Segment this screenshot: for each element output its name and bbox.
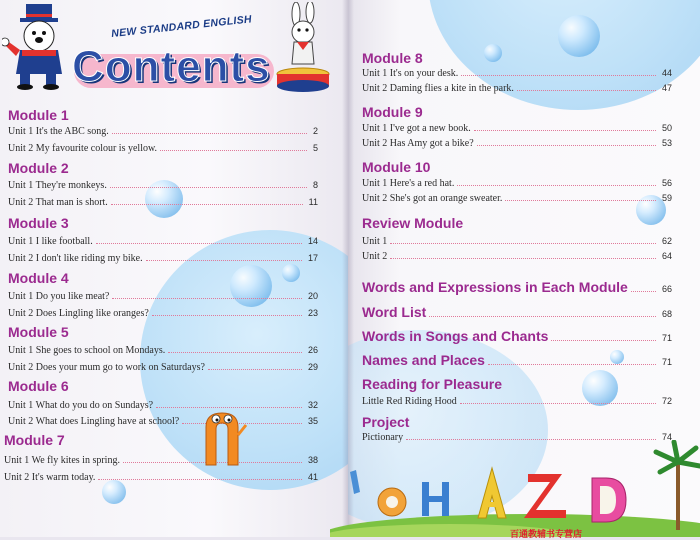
toc-entry[interactable]: [8, 362, 318, 373]
toc-page-number: 29: [307, 362, 318, 372]
dot-leader: [551, 340, 656, 341]
rabbit-mascot-illustration: [272, 2, 334, 94]
module-heading: Module 7: [4, 432, 65, 448]
toc-page-number: 2: [312, 126, 318, 136]
toc-entry[interactable]: [8, 345, 318, 356]
section-heading: Project: [362, 414, 410, 430]
toc-entry-label: Unit 2 It's warm today.: [4, 472, 96, 483]
contents-title-block: [66, 13, 276, 98]
dot-leader: [390, 243, 656, 244]
toc-page-number: 14: [307, 236, 318, 246]
toc-page-number: 11: [308, 197, 318, 207]
dot-leader: [477, 145, 656, 146]
letter-n-character-illustration: [200, 405, 250, 471]
toc-page-number: 50: [661, 123, 672, 133]
toc-page-number: 62: [661, 236, 672, 246]
toc-entry-label: Unit 1 Here's a red hat.: [362, 178, 455, 189]
dot-leader: [631, 291, 656, 292]
toc-entry[interactable]: [362, 178, 672, 189]
toc-entry[interactable]: [362, 251, 672, 262]
dot-leader: [429, 316, 656, 317]
toc-entry[interactable]: [362, 396, 672, 407]
toc-entry-label: Unit 1 I've got a new book.: [362, 123, 471, 134]
toc-entry-label: Unit 2 Does your mum go to work on Saturdays?: [8, 362, 205, 373]
toc-page-number: 38: [307, 455, 318, 465]
toc-entry-label: Unit 2 My favourite colour is yellow.: [8, 143, 158, 154]
dot-leader: [111, 204, 303, 205]
toc-entry[interactable]: [8, 126, 318, 137]
toc-page-number: 20: [307, 291, 318, 301]
toc-page-number: 71: [661, 333, 672, 343]
bubble-decoration: [102, 480, 126, 504]
toc-entry[interactable]: [362, 236, 672, 247]
module-heading: Module 6: [8, 378, 69, 394]
toc-entry[interactable]: [362, 138, 672, 149]
toc-page-number: 5: [312, 143, 318, 153]
dot-leader: [146, 260, 302, 261]
dot-leader: [517, 90, 656, 91]
toc-entry[interactable]: [8, 143, 318, 154]
toc-entry-label: Unit 2: [362, 251, 388, 262]
toc-entry[interactable]: [8, 291, 318, 302]
toc-page-number: 72: [661, 396, 672, 406]
dot-leader: [152, 315, 302, 316]
toc-entry-label: Unit 2 What does Lingling have at school?: [8, 416, 180, 427]
section-heading: Words and Expressions in Each Module: [362, 279, 628, 295]
toc-page-number: 26: [307, 345, 318, 355]
toc-page-number: 74: [661, 432, 672, 442]
toc-section-entry[interactable]: [362, 352, 672, 368]
toc-entry-label: Unit 2 She's got an orange sweater.: [362, 193, 503, 204]
store-watermark: 百通教辅书专营店: [510, 529, 583, 539]
bubble-decoration: [282, 264, 300, 282]
dot-leader: [110, 187, 307, 188]
module-heading: Module 9: [362, 104, 423, 120]
dot-leader: [168, 352, 302, 353]
bubble-decoration: [484, 44, 502, 62]
toc-entry[interactable]: [8, 236, 318, 247]
toc-entry-label: Unit 2 That man is short.: [8, 197, 108, 208]
toc-page-number: 71: [661, 357, 672, 367]
toc-entry-label: Unit 1 They're monkeys.: [8, 180, 107, 191]
toc-entry[interactable]: [362, 123, 672, 134]
toc-section-entry[interactable]: [362, 328, 672, 344]
toc-page-number: 8: [312, 180, 318, 190]
toc-entry-label: Unit 2 Does Lingling like oranges?: [8, 308, 149, 319]
letter-characters-illustration: [330, 440, 700, 537]
toc-entry-label: Pictionary: [362, 432, 404, 443]
toc-entry[interactable]: [362, 68, 672, 79]
toc-page-number: 64: [661, 251, 672, 261]
dot-leader: [457, 185, 656, 186]
toc-entry[interactable]: [8, 308, 318, 319]
toc-entry-label: Unit 2 Has Amy got a bike?: [362, 138, 474, 149]
toc-entry-label: Little Red Riding Hood: [362, 396, 457, 407]
toc-entry-label: Unit 1: [362, 236, 388, 247]
toc-section-entry[interactable]: [362, 279, 672, 295]
toc-entry-label: Unit 1 What do you do on Sundays?: [8, 400, 154, 411]
toc-entry-label: Unit 2 I don't like riding my bike.: [8, 253, 143, 264]
toc-entry[interactable]: [8, 416, 318, 427]
toc-page-number: 56: [661, 178, 672, 188]
toc-entry[interactable]: [4, 455, 318, 466]
dot-leader: [112, 133, 307, 134]
dot-leader: [112, 298, 302, 299]
toc-page-number: 68: [661, 309, 672, 319]
toc-page-number: 17: [307, 253, 318, 263]
series-title: NEW STANDARD ENGLISH: [110, 13, 253, 40]
toc-page-number: 53: [661, 138, 672, 148]
toc-page-number: 35: [307, 416, 318, 426]
section-heading: Words in Songs and Chants: [362, 328, 549, 344]
toc-entry[interactable]: [362, 83, 672, 94]
bubble-decoration: [558, 15, 600, 57]
toc-entry-label: Unit 1 I like football.: [8, 236, 93, 247]
toc-page-number: 23: [307, 308, 318, 318]
toc-page-number: 32: [307, 400, 318, 410]
dot-leader: [474, 130, 656, 131]
dot-leader: [461, 75, 656, 76]
toc-entry[interactable]: [8, 180, 318, 191]
dot-leader: [160, 150, 307, 151]
module-heading: Module 10: [362, 159, 431, 175]
toc-entry-label: Unit 1 It's the ABC song.: [8, 126, 109, 137]
toc-entry-label: Unit 1 Do you like meat?: [8, 291, 110, 302]
toc-entry[interactable]: [8, 197, 318, 208]
page-title: Contents: [72, 42, 271, 91]
section-heading: Word List: [362, 304, 427, 320]
dot-leader: [460, 403, 656, 404]
module-heading: Module 4: [8, 270, 69, 286]
toc-entry-label: Unit 1 She goes to school on Mondays.: [8, 345, 166, 356]
module-heading: Module 5: [8, 324, 69, 340]
dot-leader: [96, 243, 302, 244]
section-heading: Reading for Pleasure: [362, 376, 503, 392]
toc-section-entry[interactable]: [362, 304, 672, 320]
dot-leader: [98, 479, 302, 480]
toc-entry-label: Unit 1 It's on your desk.: [362, 68, 459, 79]
dot-leader: [488, 364, 656, 365]
toc-entry-label: Unit 1 We fly kites in spring.: [4, 455, 120, 466]
module-heading: Module 1: [8, 107, 69, 123]
module-heading: Module 8: [362, 50, 423, 66]
toc-entry[interactable]: [4, 472, 318, 483]
dot-leader: [208, 369, 302, 370]
module-heading: Module 3: [8, 215, 69, 231]
toc-entry-label: Unit 2 Daming flies a kite in the park.: [362, 83, 514, 94]
toc-page-number: 59: [661, 193, 672, 203]
dot-leader: [505, 200, 656, 201]
section-heading: Names and Places: [362, 352, 485, 368]
toc-page-number: 41: [307, 472, 318, 482]
dot-leader: [390, 258, 656, 259]
toc-page-number: 47: [661, 83, 672, 93]
toc-entry[interactable]: [8, 253, 318, 264]
toc-entry[interactable]: [8, 400, 318, 411]
toc-page-number: 66: [661, 284, 672, 294]
module-heading: Review Module: [362, 215, 464, 231]
toc-page-number: 44: [661, 68, 672, 78]
toc-entry[interactable]: [362, 193, 672, 204]
module-heading: Module 2: [8, 160, 69, 176]
